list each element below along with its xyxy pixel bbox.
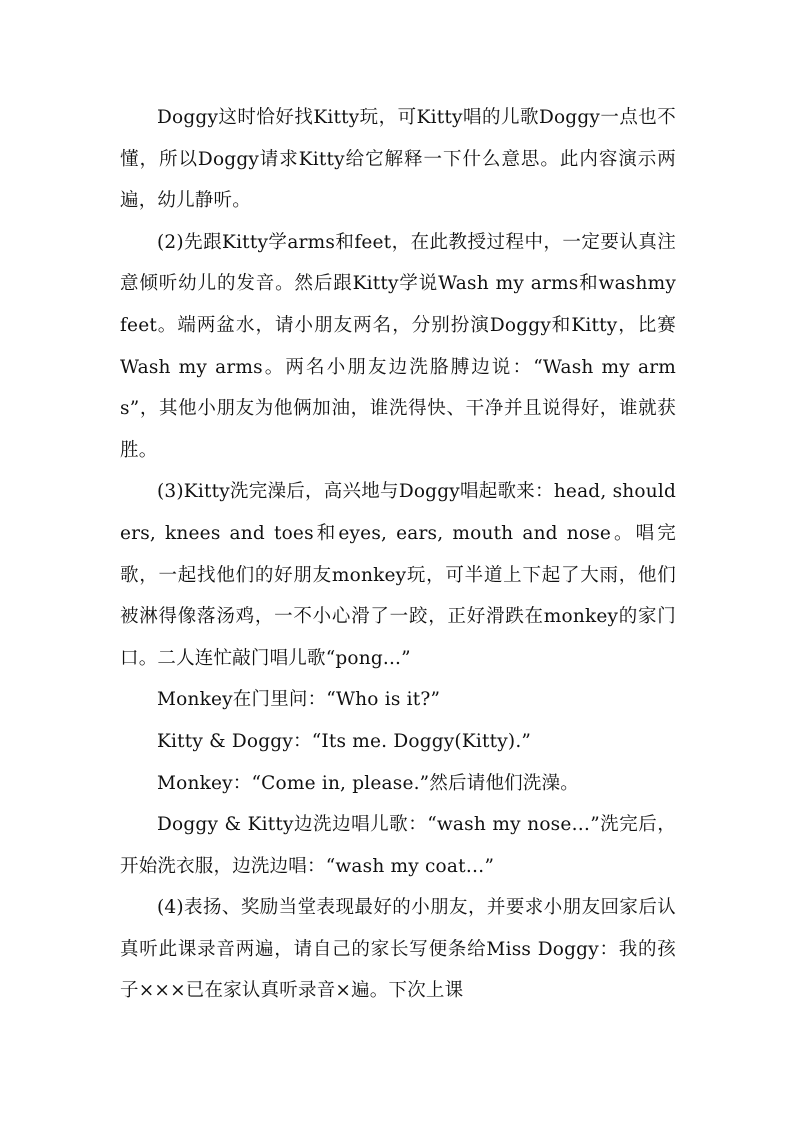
paragraph-monkey-invite: Monkey：“Come in, please.”然后请他们洗澡。 bbox=[157, 772, 579, 794]
document-body bbox=[120, 97, 676, 1012]
paragraph-step-4: (4)表扬、奖励当堂表现最好的小朋友，并要求小朋友回家后认真听此课录音两遍，请自己的家长写便条给Miss Doggy：我的孩子×××已在家认真听录音×遍。下次上课 bbox=[120, 897, 676, 1002]
paragraph-doggy-kitty-intro: Doggy这时恰好找Kitty玩，可Kitty唱的儿歌Doggy一点也不懂，所以Doggy请求Kitty给它解释一下什么意思。此内容演示两遍，幼儿静听。 bbox=[120, 107, 676, 212]
paragraph-step-3: (3)Kitty洗完澡后，高兴地与Doggy唱起歌来：head, shoulders, knees and toes和eyes, ears, mouth and nose。唱完歌，一起找他们的好朋友monkey玩，可半道上下起了大雨，他们被淋得像落汤鸡，一不小心滑了一跤，正好滑跌在monkey的家门口。二人连忙敲门唱儿歌“pong...” bbox=[120, 481, 676, 669]
paragraph-step-2: (2)先跟Kitty学arms和feet，在此教授过程中，一定要认真注意倾听幼儿的发音。然后跟Kitty学说Wash my arms和washmy feet。端两盆水，请小朋友两名，分别扮演Doggy和Kitty，比赛Wash my arms。两名小朋友边洗胳膊边说：“Wash my arms”，其他小朋友为他俩加油，谁洗得快、干净并且说得好，谁就获胜。 bbox=[120, 231, 676, 461]
paragraph-washing-song: Doggy & Kitty边洗边唱儿歌：“wash my nose…”洗完后，开始洗衣服，边洗边唱：“wash my coat…” bbox=[120, 814, 676, 877]
paragraph-monkey-question: Monkey在门里问：“Who is it?” bbox=[157, 689, 441, 711]
paragraph-kitty-doggy-reply: Kitty & Doggy：“Its me. Doggy(Kitty).” bbox=[157, 730, 532, 752]
